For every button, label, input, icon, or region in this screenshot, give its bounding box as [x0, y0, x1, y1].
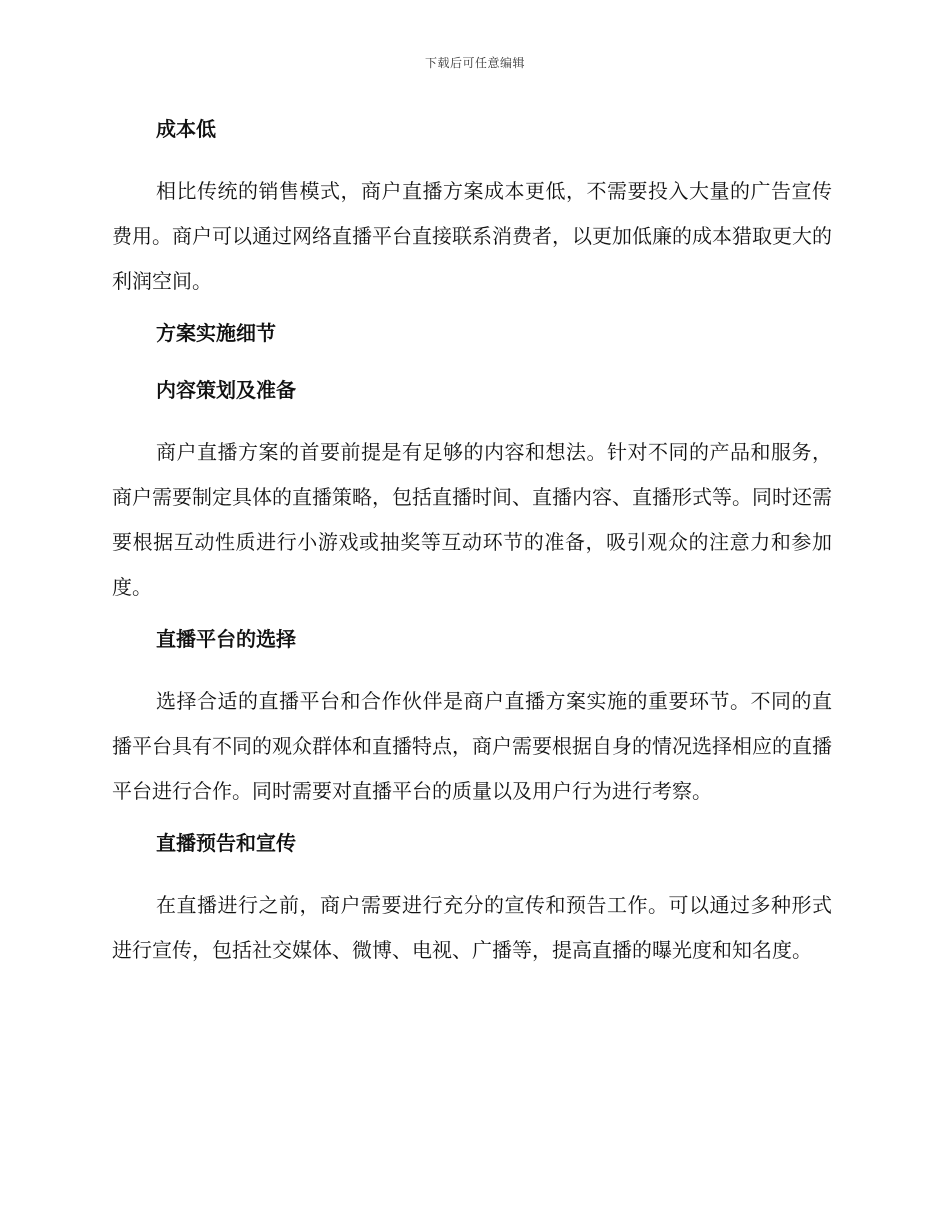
section-heading-cost: 成本低	[156, 117, 216, 141]
paragraph-platform-choice: 选择合适的直播平台和合作伙伴是商户直播方案实施的重要环节。不同的直播平台具有不同的观众群体和直播特点，商户需要根据自身的情况选择相应的直播平台进行合作。同时需要对直播平台的质量以及用户行为进行考察。	[112, 689, 832, 803]
document-body	[112, 112, 832, 985]
section-heading-content-planning: 内容策划及准备	[156, 378, 296, 402]
paragraph-preview-promotion: 在直播进行之前，商户需要进行充分的宣传和预告工作。可以通过多种形式进行宣传，包括社交媒体、微博、电视、广播等，提高直播的曝光度和知名度。	[112, 893, 832, 962]
section-heading-preview-promotion: 直播预告和宣传	[156, 831, 296, 855]
section-heading-platform-choice: 直播平台的选择	[156, 627, 296, 651]
header-note: 下载后可任意编辑	[424, 56, 525, 70]
section-heading-implementation: 方案实施细节	[156, 321, 276, 345]
paragraph-cost: 相比传统的销售模式，商户直播方案成本更低，不需要投入大量的广告宣传费用。商户可以通过网络直播平台直接联系消费者，以更加低廉的成本猎取更大的利润空间。	[112, 179, 832, 293]
paragraph-content-planning: 商户直播方案的首要前提是有足够的内容和想法。针对不同的产品和服务，商户需要制定具体的直播策略，包括直播时间、直播内容、直播形式等。同时还需要根据互动性质进行小游戏或抽奖等互动环节的准备，吸引观众的注意力和参加度。	[112, 440, 832, 599]
